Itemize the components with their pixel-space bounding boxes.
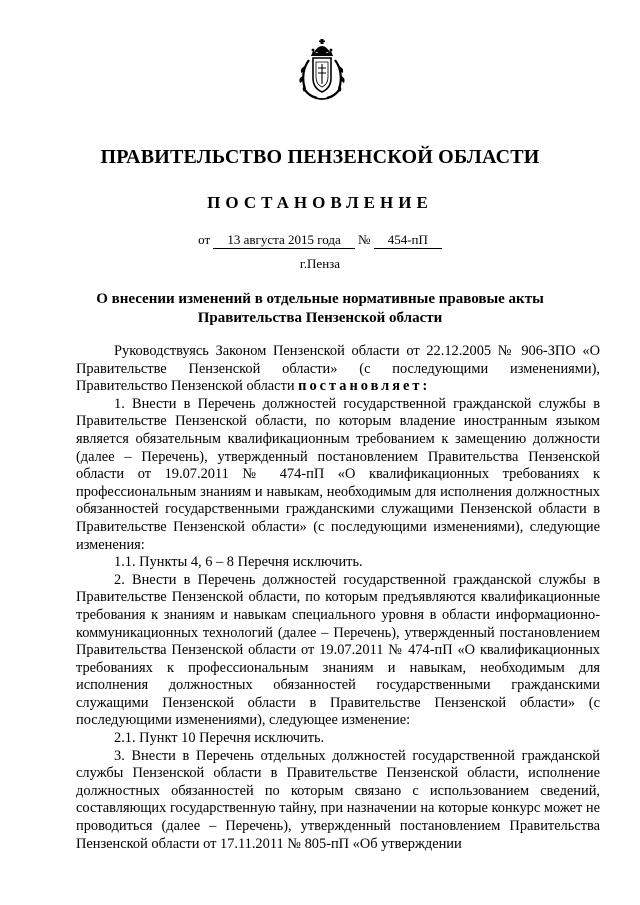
document-number: 454-пП: [374, 232, 442, 249]
body-paragraph: 1.1. Пункты 4, 6 – 8 Перечня исключить.: [114, 554, 363, 571]
subject-line-1: О внесении изменений в отдельные нормативные правовые акты: [96, 291, 544, 307]
document-body: [76, 343, 600, 853]
document-type-title: ПОСТАНОВЛЕНИЕ: [207, 193, 433, 212]
body-paragraph: 1. Внести в Перечень должностей государственной гражданской службы в Правительстве Пензенской области, по которым владение иностранным языком является обязательным квалификационным требованием к замещению должности (далее – Перечень), утвержденный постановлением Правительства Пензенской области от 19.07.2011 № 474-пП «О квалификационных требованиях к профессиональным знаниям и навыкам, необходимым для исполнения должностных обязанностей государственными гражданскими служащими Пензенской области в Правительстве Пензенской области» (с последующими изменениями), следующие изменения:: [76, 395, 600, 553]
coat-of-arms-emblem: [297, 38, 347, 102]
document-date: 13 августа 2015 года: [213, 232, 354, 249]
intro-paragraph: [76, 343, 600, 396]
city-name: г.Пенза: [299, 256, 341, 271]
intro-text: Руководствуясь Законом Пензенской области от 22.12.2005 № 906-ЗПО «О Правительстве Пензенской области» (с последующими изменениями), Правительство Пензенской области: [76, 343, 600, 395]
intro-emphasis: постановляет:: [298, 378, 431, 395]
document-subject: [0, 290, 640, 328]
date-number-line: [0, 232, 640, 249]
body-paragraph: 2. Внести в Перечень должностей государственной гражданской службы в Правительстве Пензенской области, по которым предъявляются квалификационные требования к знаниям и навыкам специального уровня в области информационно-коммуникационных технологий (далее – Перечень), утвержденный постановлением Правительства Пензенской области от 19.07.2011 № 474-пП «О квалификационных требованиях к профессиональным знаниям и навыкам, необходимым для исполнения должностных обязанностей государственными гражданскими служащими Пензенской области в Правительстве Пензенской области» (с последующими изменениями), следующее изменение:: [76, 571, 600, 729]
body-paragraph: 2.1. Пункт 10 Перечня исключить.: [114, 730, 325, 747]
number-prefix: №: [358, 232, 371, 247]
subject-line-2: Правительства Пензенской области: [197, 310, 443, 326]
organization-title: ПРАВИТЕЛЬСТВО ПЕНЗЕНСКОЙ ОБЛАСТИ: [100, 146, 540, 168]
date-prefix: от: [198, 232, 211, 247]
body-paragraph: 3. Внести в Перечень отдельных должностей государственной гражданской службы Пензенской области в Правительстве Пензенской области, исполнение должностных обязанностей по которым связано с использованием сведений, составляющих государственную тайну, при назначении на которые конкурс может не проводиться (далее – Перечень), утвержденный постановлением Правительства Пензенской области от 17.11.2011 № 805-пП «Об утверждении: [76, 747, 600, 852]
